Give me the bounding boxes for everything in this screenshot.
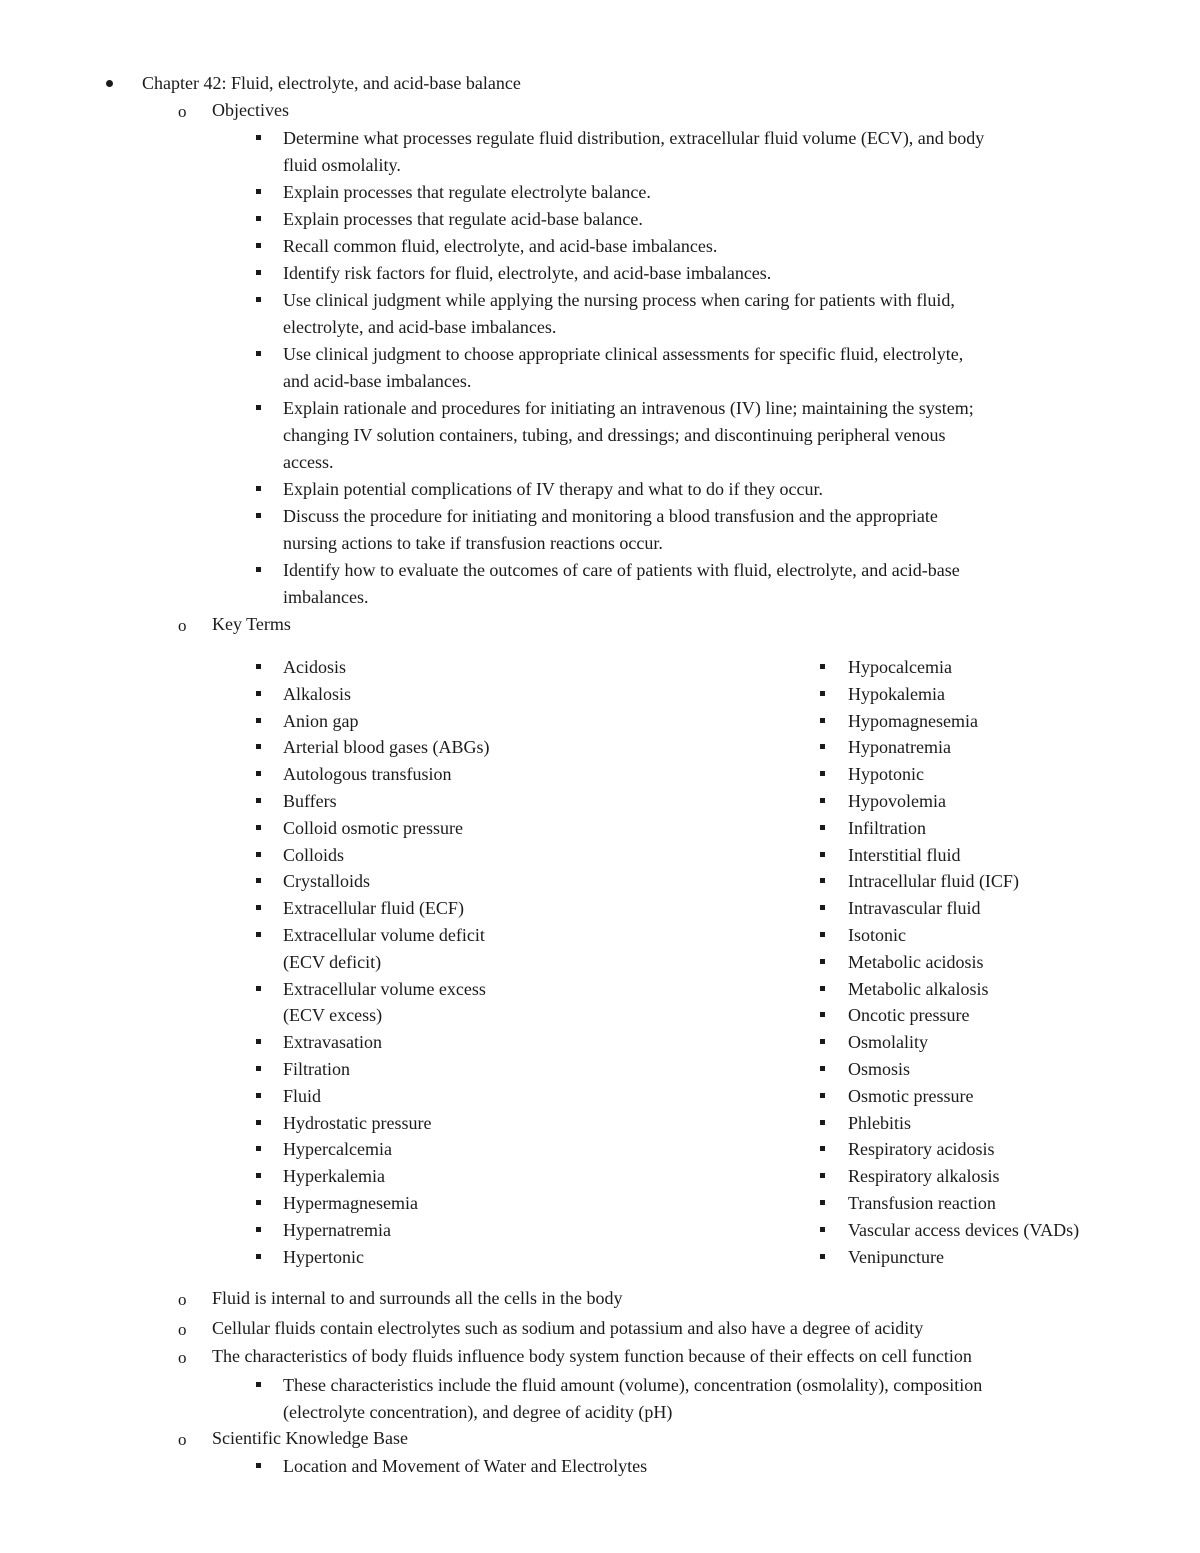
- objective-line: Use clinical judgment while applying the nursing process when caring for patients with fluid,: [283, 290, 955, 310]
- level3-bullet: [256, 798, 261, 803]
- key-term: Metabolic acidosis: [848, 951, 984, 972]
- level3-bullet: [256, 718, 261, 723]
- level3-bullet: [820, 664, 825, 669]
- level3-bullet: [256, 1382, 261, 1387]
- key-term: Extracellular volume excess: [283, 978, 486, 999]
- key-term: Phlebitis: [848, 1112, 912, 1133]
- level3-bullet: [256, 878, 261, 883]
- key-term: Osmosis: [848, 1059, 911, 1079]
- level3-bullet: [256, 1066, 261, 1071]
- key-term: Buffers: [283, 791, 337, 811]
- level3-bullet: [256, 1093, 261, 1098]
- objectives-heading: Objectives: [212, 100, 289, 120]
- note-characteristics-detail: (electrolyte concentration), and degree of acidity (pH): [283, 1402, 673, 1422]
- key-term: Venipuncture: [848, 1246, 944, 1267]
- level3-bullet: [820, 852, 825, 857]
- level3-bullet: [256, 1200, 261, 1205]
- objective-line: Explain processes that regulate acid-base balance.: [283, 209, 643, 229]
- level3-bullet: [820, 1039, 825, 1044]
- level3-bullet: [820, 878, 825, 883]
- level3-bullet: [256, 1254, 261, 1259]
- level3-bullet: [256, 1120, 261, 1125]
- key-term: Anion gap: [283, 710, 359, 731]
- key-term: Hypertonic: [283, 1246, 364, 1267]
- level3-bullet: [256, 1227, 261, 1232]
- note-characteristics: The characteristics of body fluids influence body system function because of their effects on cell function: [212, 1346, 972, 1366]
- level3-bullet: [256, 216, 261, 221]
- level3-bullet: [820, 1173, 825, 1178]
- level3-bullet: [256, 1173, 261, 1178]
- objective-line: Determine what processes regulate fluid distribution, extracellular fluid volume (ECV), and body: [283, 128, 985, 148]
- key-term: Hypercalcemia: [283, 1139, 392, 1160]
- objective-line: access.: [283, 452, 334, 472]
- level3-bullet: [256, 1463, 261, 1468]
- level3-bullet: [256, 513, 261, 518]
- level2-bullet: o: [178, 102, 187, 121]
- key-term: Respiratory alkalosis: [848, 1166, 1000, 1187]
- level3-bullet: [820, 1200, 825, 1205]
- level3-bullet: [256, 351, 261, 356]
- key-term: Metabolic alkalosis: [848, 978, 989, 999]
- level3-bullet: [256, 567, 261, 572]
- level2-bullet: o: [178, 1320, 187, 1339]
- objective-line: fluid osmolality.: [283, 155, 401, 175]
- key-term: Osmolality: [848, 1032, 928, 1053]
- key-term: Isotonic: [848, 925, 906, 945]
- level2-bullet: o: [178, 1430, 187, 1449]
- key-terms-heading: Key Terms: [212, 614, 291, 634]
- key-term: (ECV excess): [283, 1005, 383, 1026]
- objective-line: Explain processes that regulate electrolyte balance.: [283, 182, 651, 202]
- level3-bullet: [820, 1227, 825, 1232]
- key-term: Hydrostatic pressure: [283, 1112, 432, 1133]
- level2-bullet: o: [178, 1290, 187, 1309]
- level3-bullet: [820, 932, 825, 937]
- note-characteristics-detail: These characteristics include the fluid amount (volume), concentration (osmolality), composition: [283, 1375, 983, 1395]
- key-term: Hypermagnesemia: [283, 1193, 418, 1213]
- key-term: Vascular access devices (VADs): [848, 1219, 1080, 1240]
- key-term: Hypokalemia: [848, 683, 945, 704]
- level3-bullet: [256, 825, 261, 830]
- level3-bullet: [256, 932, 261, 937]
- level3-bullet: [256, 270, 261, 275]
- key-term: Hypotonic: [848, 764, 924, 785]
- level3-bullet: [256, 135, 261, 140]
- level3-bullet: [820, 905, 825, 910]
- level3-bullet: [820, 744, 825, 749]
- level3-bullet: [820, 718, 825, 723]
- level1-bullet: [106, 80, 113, 87]
- level3-bullet: [820, 825, 825, 830]
- key-term: Intravascular fluid: [848, 898, 981, 919]
- level3-bullet: [256, 905, 261, 910]
- objective-line: Explain potential complications of IV therapy and what to do if they occur.: [283, 479, 824, 499]
- objective-line: changing IV solution containers, tubing, and dressings; and discontinuing peripheral venous: [283, 425, 946, 445]
- level3-bullet: [256, 852, 261, 857]
- key-term: Extracellular volume deficit: [283, 925, 485, 945]
- key-term: Fluid: [283, 1085, 322, 1106]
- level3-bullet: [820, 1066, 825, 1071]
- key-term: (ECV deficit): [283, 951, 382, 972]
- level3-bullet: [820, 771, 825, 776]
- level3-bullet: [256, 771, 261, 776]
- key-term: Autologous transfusion: [283, 764, 452, 785]
- level3-bullet: [820, 1254, 825, 1259]
- note-fluid: Fluid is internal to and surrounds all the cells in the body: [212, 1288, 623, 1308]
- objective-line: Use clinical judgment to choose appropriate clinical assessments for specific fluid, electrolyte,: [283, 344, 964, 364]
- key-term: Hyponatremia: [848, 737, 951, 758]
- key-term: Colloid osmotic pressure: [283, 817, 463, 838]
- key-term: Respiratory acidosis: [848, 1139, 995, 1160]
- note-cellular: Cellular fluids contain electrolytes such as sodium and potassium and also have a degree of acidity: [212, 1318, 924, 1338]
- level3-bullet: [820, 959, 825, 964]
- level3-bullet: [256, 189, 261, 194]
- key-term: Extracellular fluid (ECF): [283, 898, 464, 919]
- objective-line: electrolyte, and acid-base imbalances.: [283, 317, 557, 337]
- key-term: Acidosis: [283, 657, 346, 677]
- level3-bullet: [256, 405, 261, 410]
- key-term: Osmotic pressure: [848, 1085, 974, 1106]
- key-term: Intracellular fluid (ICF): [848, 871, 1019, 892]
- level3-bullet: [820, 691, 825, 696]
- objective-line: Explain rationale and procedures for initiating an intravenous (IV) line; maintaining the system;: [283, 398, 974, 418]
- key-term: Arterial blood gases (ABGs): [283, 737, 490, 758]
- level3-bullet: [256, 297, 261, 302]
- key-term: Infiltration: [848, 817, 926, 838]
- level2-bullet: o: [178, 1348, 187, 1367]
- key-term: Interstitial fluid: [848, 844, 961, 865]
- level3-bullet: [256, 691, 261, 696]
- level3-bullet: [820, 986, 825, 991]
- level3-bullet: [256, 486, 261, 491]
- level3-bullet: [256, 664, 261, 669]
- level3-bullet: [820, 1012, 825, 1017]
- level3-bullet: [256, 243, 261, 248]
- level3-bullet: [820, 1093, 825, 1098]
- key-term: Hypovolemia: [848, 791, 946, 811]
- key-term: Hypernatremia: [283, 1219, 391, 1240]
- level3-bullet: [256, 1039, 261, 1044]
- level3-bullet: [256, 1146, 261, 1151]
- objective-line: imbalances.: [283, 587, 369, 607]
- objective-line: Identify how to evaluate the outcomes of care of patients with fluid, electrolyte, and acid-base: [283, 560, 960, 580]
- key-term: Crystalloids: [283, 871, 371, 892]
- key-term: Colloids: [283, 844, 345, 865]
- key-term: Filtration: [283, 1059, 350, 1079]
- key-term: Extravasation: [283, 1032, 382, 1053]
- key-term: Alkalosis: [283, 683, 352, 704]
- level3-bullet: [820, 798, 825, 803]
- objective-line: Identify risk factors for fluid, electrolyte, and acid-base imbalances.: [283, 263, 772, 283]
- key-term: Transfusion reaction: [848, 1193, 996, 1213]
- objective-line: nursing actions to take if transfusion reactions occur.: [283, 533, 663, 553]
- key-term: Hypomagnesemia: [848, 710, 978, 731]
- objective-line: Discuss the procedure for initiating and monitoring a blood transfusion and the appropriate: [283, 506, 938, 526]
- level3-bullet: [820, 1120, 825, 1125]
- level2-bullet: o: [178, 616, 187, 635]
- objective-line: and acid-base imbalances.: [283, 371, 472, 391]
- key-term: Hypocalcemia: [848, 657, 952, 677]
- note-scientific-detail: Location and Movement of Water and Electrolytes: [283, 1456, 648, 1476]
- level3-bullet: [820, 1146, 825, 1151]
- level3-bullet: [256, 744, 261, 749]
- level3-bullet: [256, 986, 261, 991]
- objective-line: Recall common fluid, electrolyte, and acid-base imbalances.: [283, 236, 718, 256]
- note-scientific: Scientific Knowledge Base: [212, 1428, 408, 1448]
- key-term: Oncotic pressure: [848, 1005, 970, 1026]
- key-term: Hyperkalemia: [283, 1166, 385, 1187]
- chapter-title: Chapter 42: Fluid, electrolyte, and acid-base balance: [142, 73, 521, 93]
